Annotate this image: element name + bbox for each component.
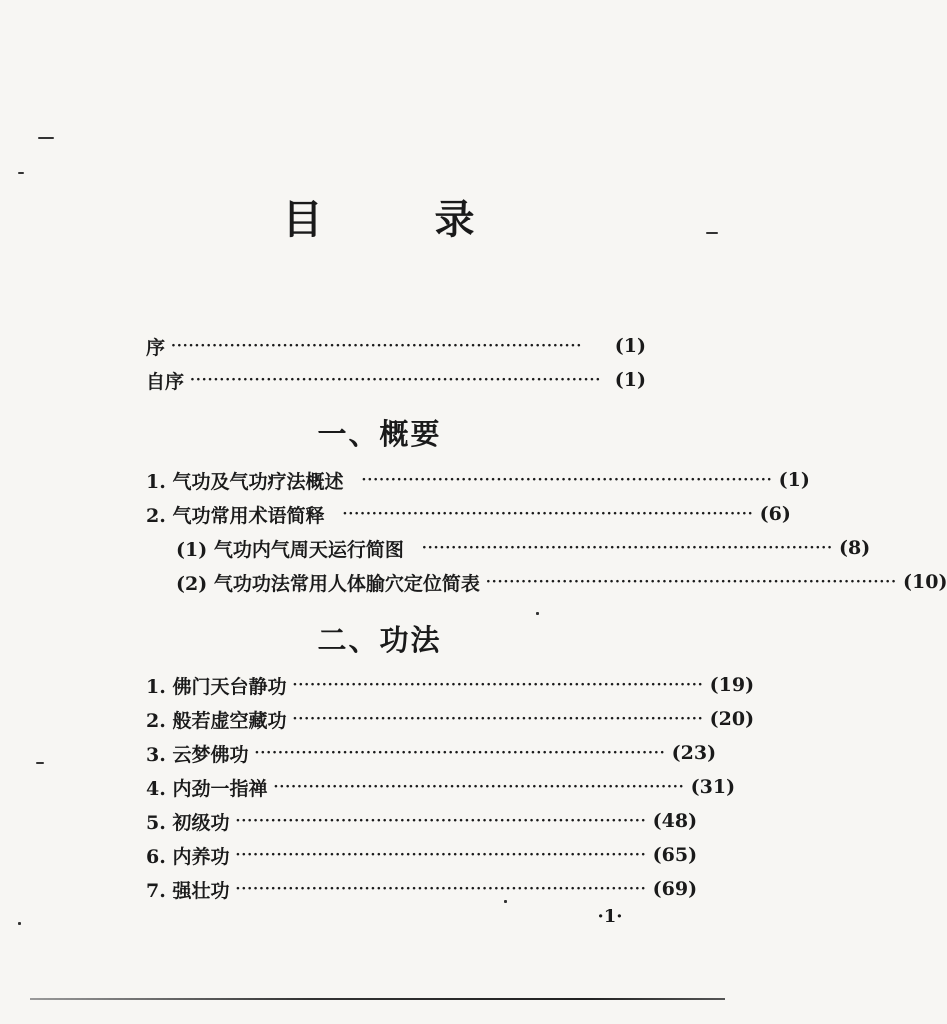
toc-leader-dots: ······································································ (485, 574, 898, 590)
toc-entry-label: 1. 佛门天台静功 (146, 675, 287, 698)
toc-entry-page: (20) (709, 708, 755, 730)
toc-leader-dots: ······································································ (292, 677, 704, 693)
toc-entry-preface (146, 332, 646, 360)
title-char-2: 录 (434, 196, 477, 243)
toc-entry-page: (1) (614, 335, 646, 357)
scan-speck (504, 900, 507, 903)
toc-entry-page: (19) (709, 674, 755, 696)
toc-leader-dots: ······································································ (235, 881, 647, 897)
toc-entry-label: 2. 般若虚空藏功 (146, 709, 287, 732)
toc-entry-label: 7. 强壮功 (146, 879, 230, 902)
page-number: ·1· (597, 906, 623, 927)
toc-entry (146, 739, 717, 767)
scan-speck (38, 137, 54, 139)
toc-entry-label: (1) 气功内气周天运行简图 (176, 538, 404, 561)
section-heading-overview: 一、概要 (317, 417, 442, 451)
scan-speck (36, 762, 44, 764)
toc-entry-label: 1. 气功及气功疗法概述 (146, 470, 344, 493)
toc-entry-page: (1) (778, 469, 810, 491)
toc-entry-label: 3. 云梦佛功 (146, 743, 249, 766)
toc-entry (146, 875, 698, 903)
toc-entry-page: (6) (759, 503, 791, 525)
toc-leader-dots: ······································································ (421, 540, 834, 556)
toc-leader-dots: ······································································ (235, 847, 647, 863)
toc-entry-page: (10) (903, 571, 947, 593)
toc-leader-dots: ······································································ (361, 472, 773, 488)
toc-entry-page: (69) (652, 878, 698, 900)
toc-leader-dots: ······································································ (292, 711, 704, 727)
toc-entry-label: 2. 气功常用术语简释 (146, 504, 325, 527)
toc-leader-dots: ······································································ (254, 745, 666, 761)
toc-entry (146, 807, 698, 835)
toc-leader-dots: ······································································ (171, 338, 583, 354)
toc-entry-label: (2) 气功功法常用人体腧穴定位简表 (176, 572, 480, 595)
scan-speck (18, 922, 21, 925)
toc-entry (146, 671, 755, 699)
toc-leader-dots: ······································································ (342, 506, 754, 522)
scan-speck (536, 612, 539, 615)
toc-entry (146, 773, 736, 801)
toc-entry-label: 4. 内劲一指禅 (146, 777, 268, 800)
toc-entry-label: 自序 (146, 370, 185, 393)
toc-entry-author-preface (146, 366, 646, 394)
toc-entry-page: (65) (652, 844, 698, 866)
toc-entry-label: 序 (146, 336, 166, 359)
toc-entry-page: (8) (839, 537, 871, 559)
scan-speck (706, 232, 718, 234)
toc-entry (146, 705, 755, 733)
toc-entry-page: (23) (671, 742, 717, 764)
scan-edge-line (30, 998, 725, 1000)
toc-entry-label: 6. 内养功 (146, 845, 230, 868)
toc-leader-dots: ······································································ (235, 813, 647, 829)
toc-entry-page: (48) (652, 810, 698, 832)
toc-leader-dots: ······································································ (190, 372, 602, 388)
toc-entry-page: (31) (690, 776, 736, 798)
scan-speck (18, 172, 24, 174)
toc-leader-dots: ······································································ (273, 779, 685, 795)
toc-entry-label: 5. 初级功 (146, 811, 230, 834)
toc-entry (146, 500, 791, 528)
toc-entry (146, 466, 810, 494)
toc-entry-page: (1) (614, 369, 646, 391)
toc-entry (146, 841, 698, 869)
toc-subentry (176, 534, 871, 562)
section-heading-methods: 二、功法 (317, 623, 442, 657)
toc-subentry (176, 568, 947, 596)
page-title (0, 188, 759, 245)
title-char-1: 目 (282, 196, 325, 243)
